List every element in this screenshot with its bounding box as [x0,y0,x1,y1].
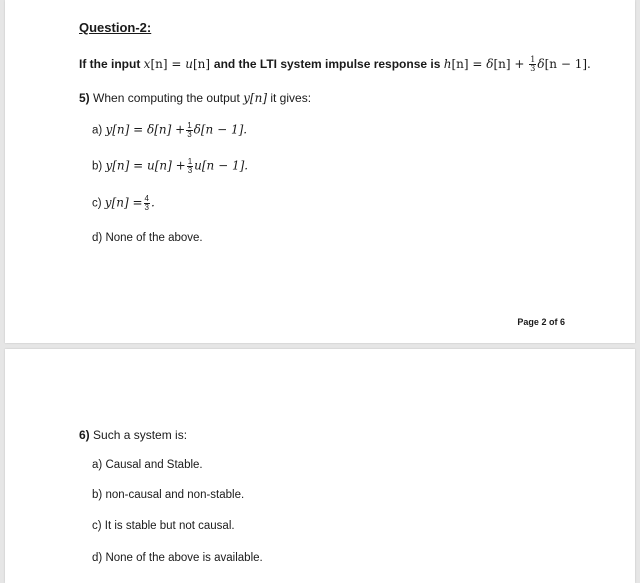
input-symbol: x [143,57,151,71]
q6-option-b-text: non-causal and non-stable. [105,489,245,501]
step-symbol: u [185,57,193,71]
option-b[interactable] [92,158,248,175]
output-symbol: y[n] [243,91,267,105]
option-a-label: a) [92,124,103,137]
step-arg: [n] [192,57,211,71]
option-a-expr-start: y[n] = δ[n] + [105,122,186,137]
option-d-text: None of the above. [105,232,203,244]
q6-option-c-label: c) [92,520,102,532]
option-a-denominator: 3 [187,130,192,139]
question-middle: and the LTI system impulse response is [213,57,441,71]
q6-option-a[interactable] [92,459,203,471]
q6-option-b-label: b) [92,489,103,501]
question-5 [79,91,311,105]
question-6-number: 6) [79,428,90,442]
option-b-fraction [187,158,193,175]
option-c-numerator: 4 [144,194,149,203]
question-5-text-before: When computing the output [93,91,240,105]
option-a[interactable] [92,122,247,139]
q6-option-a-text: Causal and Stable. [105,459,203,471]
equals-1: = [167,57,186,71]
delta-arg-1: [n] + [493,57,529,71]
fraction-numerator: 1 [530,55,536,64]
page-current: 2 [541,317,547,327]
q6-option-c-text: It is stable but not causal. [104,520,235,532]
page-total: 6 [559,317,565,327]
question-statement [79,56,591,73]
option-c-label: c) [92,197,102,210]
question-prefix: If the input [79,57,141,71]
question-6 [79,428,187,442]
option-b-expr-start: y[n] = u[n] + [105,158,186,173]
option-c-denominator: 3 [144,203,149,212]
page-number [517,317,565,327]
option-b-label: b) [92,160,103,173]
option-b-numerator: 1 [187,157,193,166]
option-b-denominator: 3 [187,166,193,175]
option-c-fraction [144,195,150,212]
q6-option-b[interactable] [92,489,244,501]
delta-arg-2: [n − 1]. [544,57,591,71]
question-title: Question-2: [79,20,152,35]
option-d-label: d) [92,232,103,244]
fraction-one-third [529,56,536,73]
q6-option-c[interactable] [92,520,235,532]
option-c[interactable] [92,195,155,212]
fraction-denominator: 3 [530,64,536,73]
of-word: of [548,317,558,327]
document-page-3 [5,349,635,583]
question-5-text-after: it gives: [270,91,312,105]
impulse-response-symbol: h [443,57,452,71]
question-5-number: 5) [79,91,90,105]
document-page-2 [5,0,635,343]
option-a-expr-end: δ[n − 1]. [193,122,248,137]
q6-option-a-label: a) [92,459,103,471]
question-6-text: Such a system is: [93,428,188,442]
option-d[interactable] [92,232,203,244]
impulse-response-arg: [n] [451,57,469,71]
option-a-fraction [186,122,192,139]
option-c-expr-start: y[n] = [104,195,143,210]
equals-2: = [468,57,487,71]
option-b-expr-end: u[n − 1]. [194,158,249,173]
delta-symbol-1: δ [486,57,494,71]
q6-option-d[interactable] [92,552,263,564]
q6-option-d-label: d) [92,552,103,564]
delta-symbol-2: δ [537,57,545,71]
input-arg: [n] [150,57,168,71]
page-word: Page [517,317,539,327]
option-c-expr-end: . [151,195,155,210]
option-a-numerator: 1 [187,121,192,130]
q6-option-d-text: None of the above is available. [105,552,263,564]
